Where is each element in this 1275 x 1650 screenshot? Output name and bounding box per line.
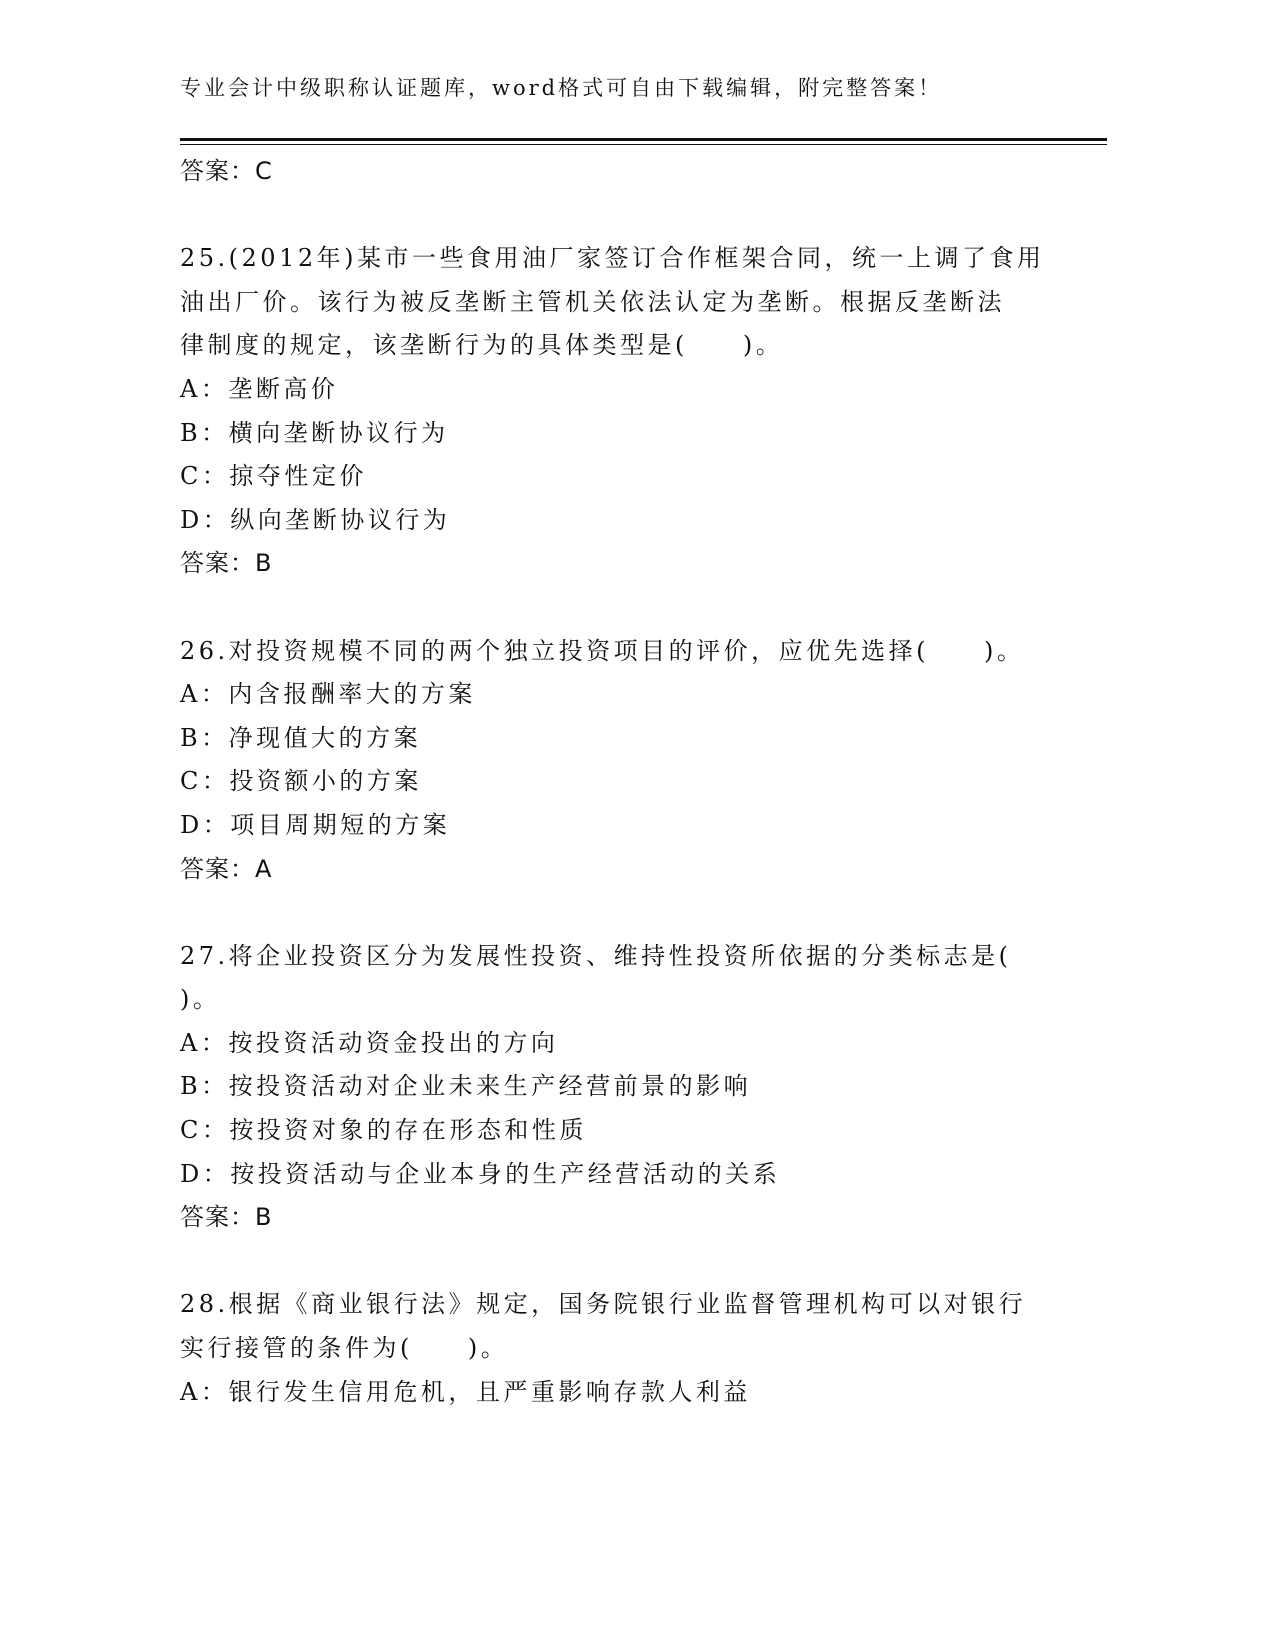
question-option: C：掠夺性定价 xyxy=(180,462,367,491)
header-rule-thin xyxy=(180,144,1107,145)
question-option: D：按投资活动与企业本身的生产经营活动的关系 xyxy=(180,1159,781,1188)
question-stem-line: 27.将企业投资区分为发展性投资、维持性投资所依据的分类标志是( xyxy=(180,941,1012,970)
question-block xyxy=(180,237,1050,629)
previous-answer: 答案：C xyxy=(180,157,273,185)
answer-line: 答案：B xyxy=(180,549,273,578)
question-stem-line: 实行接管的条件为( )。 xyxy=(180,1334,509,1363)
question-option: A：垄断高价 xyxy=(180,374,339,403)
question-option: B：净现值大的方案 xyxy=(180,723,422,752)
spacer xyxy=(180,891,1050,935)
question-option: C：投资额小的方案 xyxy=(180,767,422,796)
question-option: B：按投资活动对企业未来生产经营前景的影响 xyxy=(180,1072,752,1101)
question-stem-line: )。 xyxy=(180,985,221,1014)
question-option: D：纵向垄断协议行为 xyxy=(180,505,451,534)
spacer xyxy=(180,586,1050,630)
question-option: C：按投资对象的存在形态和性质 xyxy=(180,1116,587,1145)
question-block xyxy=(180,1283,1050,1414)
question-option: D：项目周期短的方案 xyxy=(180,810,451,839)
question-option: A：内含报酬率大的方案 xyxy=(180,680,476,709)
spacer xyxy=(180,194,1050,238)
question-stem-line: 律制度的规定，该垄断行为的具体类型是( )。 xyxy=(180,331,784,360)
questions-container xyxy=(180,237,1050,1414)
question-block xyxy=(180,630,1050,935)
question-stem-line: 26.对投资规模不同的两个独立投资项目的评价，应优先选择( )。 xyxy=(180,636,1025,665)
header-rule-thick xyxy=(180,138,1107,141)
question-option: B：横向垄断协议行为 xyxy=(180,418,449,447)
question-stem-line: 28.根据《商业银行法》规定，国务院银行业监督管理机构可以对银行 xyxy=(180,1290,1027,1319)
spacer xyxy=(180,1240,1050,1284)
question-stem-line: 25.(2012年)某市一些食用油厂家签订合作框架合同，统一上调了食用 xyxy=(180,244,1045,273)
page-header: 专业会计中级职称认证题库，word格式可自由下载编辑，附完整答案！ xyxy=(180,76,943,100)
question-block xyxy=(180,935,1050,1284)
question-list xyxy=(180,150,1050,1414)
question-stem-line: 油出厂价。该行为被反垄断主管机关依法认定为垄断。根据反垄断法 xyxy=(180,287,1005,316)
question-option: A：按投资活动资金投出的方向 xyxy=(180,1028,559,1057)
question-option: A：银行发生信用危机，且严重影响存款人利益 xyxy=(180,1377,751,1406)
answer-line: 答案：B xyxy=(180,1203,273,1232)
answer-line: 答案：A xyxy=(180,854,273,883)
